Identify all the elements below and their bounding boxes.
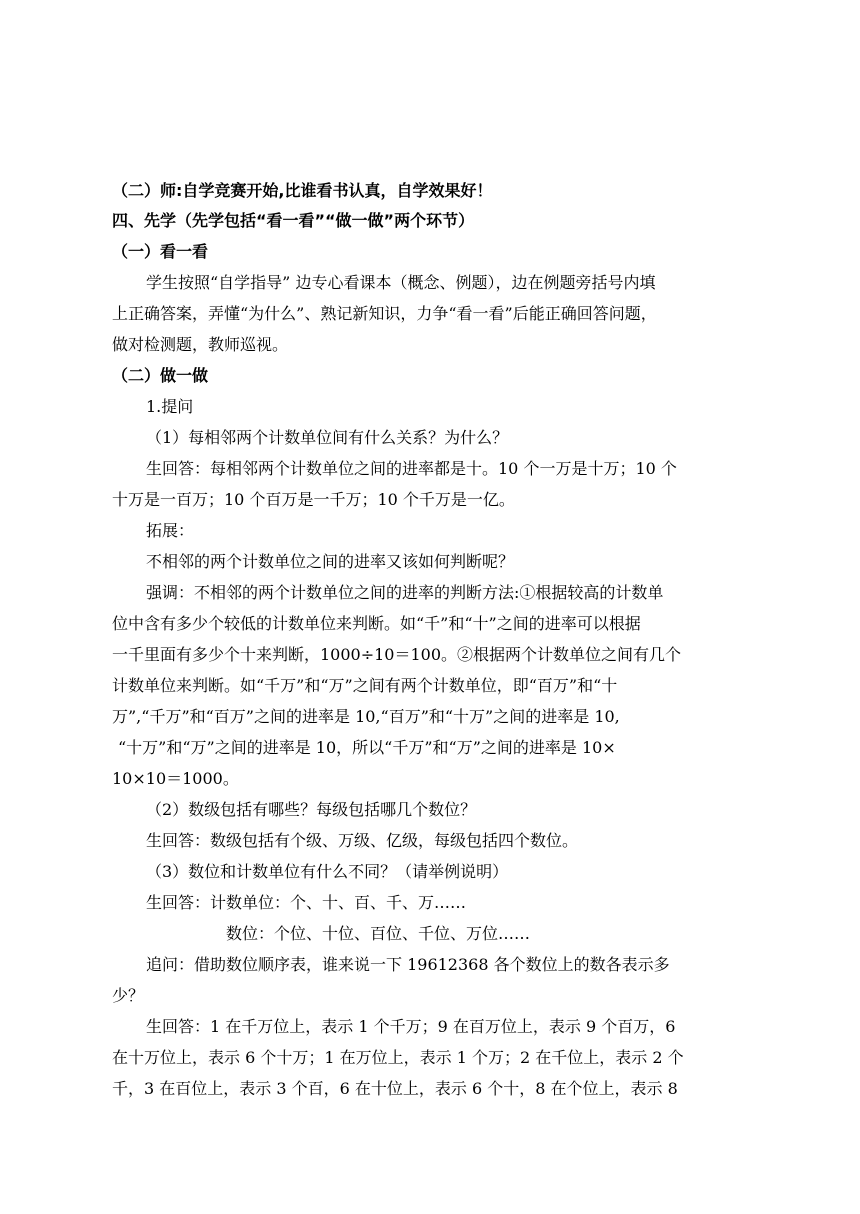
followup-question-line: 少？ bbox=[112, 986, 145, 1005]
question-line: 不相邻的两个计数单位之间的进率又该如何判断呢？ bbox=[146, 552, 515, 571]
emphasis-line: 计数单位来判断。如“千万”和“万”之间有两个计数单位，即“百万”和“十 bbox=[112, 676, 618, 695]
section-heading-competition: （二）师:自学竞赛开始,比谁看书认真，自学效果好！ bbox=[112, 181, 493, 200]
answer-line: 生回答：1 在千万位上，表示 1 个千万；9 在百万位上，表示 9 个百万，6 bbox=[146, 1017, 676, 1036]
emphasis-line: 万”,“千万”和“百万”之间的进率是 10,“百万”和“十万”之间的进率是 10, bbox=[112, 707, 620, 726]
emphasis-line: 10×10＝1000。 bbox=[112, 769, 239, 788]
question-line: （3）数位和计数单位有什么不同？（请举例说明） bbox=[146, 862, 509, 881]
subheading-look: （一）看一看 bbox=[112, 242, 209, 261]
answer-line: 生回答：每相邻两个计数单位之间的进率都是十。10 个一万是十万；10 个 bbox=[146, 459, 677, 478]
answer-line: 在十万位上，表示 6 个十万；1 在万位上，表示 1 个万；2 在千位上，表示 2 个 bbox=[112, 1048, 684, 1067]
question-line: （1）每相邻两个计数单位间有什么关系？为什么？ bbox=[146, 428, 509, 447]
emphasis-line: “十万”和“万”之间的进率是 10，所以“千万”和“万”之间的进率是 10× bbox=[118, 738, 616, 757]
followup-question-line: 追问：借助数位顺序表，谁来说一下 19612368 各个数位上的数各表示多 bbox=[146, 955, 670, 974]
answer-line: 数位：个位、十位、百位、千位、万位…… bbox=[226, 924, 531, 943]
subheading-do: （二）做一做 bbox=[112, 366, 209, 385]
answer-line: 生回答：数级包括有个级、万级、亿级，每级包括四个数位。 bbox=[146, 831, 579, 850]
question-line: （2）数级包括有哪些？每级包括哪几个数位？ bbox=[146, 800, 477, 819]
emphasis-line: 位中含有多少个较低的计数单位来判断。如“千”和“十”之间的进率可以根据 bbox=[112, 614, 641, 633]
answer-line: 十万是一百万；10 个百万是一千万；10 个千万是一亿。 bbox=[112, 490, 515, 509]
paragraph-line: 上正确答案，弄懂“为什么”、熟记新知识，力争“看一看”后能正确回答问题， bbox=[112, 304, 657, 323]
extension-label: 拓展： bbox=[146, 521, 195, 540]
section-heading-preview: 四、先学（先学包括“看一看”“做一做”两个环节） bbox=[112, 211, 475, 230]
answer-line: 千，3 在百位上，表示 3 个百，6 在十位上，表示 6 个十，8 在个位上，表示 8 bbox=[112, 1079, 678, 1098]
paragraph-line: 学生按照“自学指导” 边专心看课本（概念、例题），边在例题旁括号内填 bbox=[146, 273, 656, 292]
emphasis-line: 一千里面有多少个十来判断，1000÷10＝100。②根据两个计数单位之间有几个 bbox=[112, 645, 682, 664]
answer-line: 生回答：计数单位：个、十、百、千、万…… bbox=[146, 893, 467, 912]
item-label: 1.提问 bbox=[146, 397, 194, 416]
emphasis-line: 强调：不相邻的两个计数单位之间的进率的判断方法:①根据较高的计数单 bbox=[146, 583, 664, 602]
paragraph-line: 做对检测题，教师巡视。 bbox=[112, 335, 289, 354]
